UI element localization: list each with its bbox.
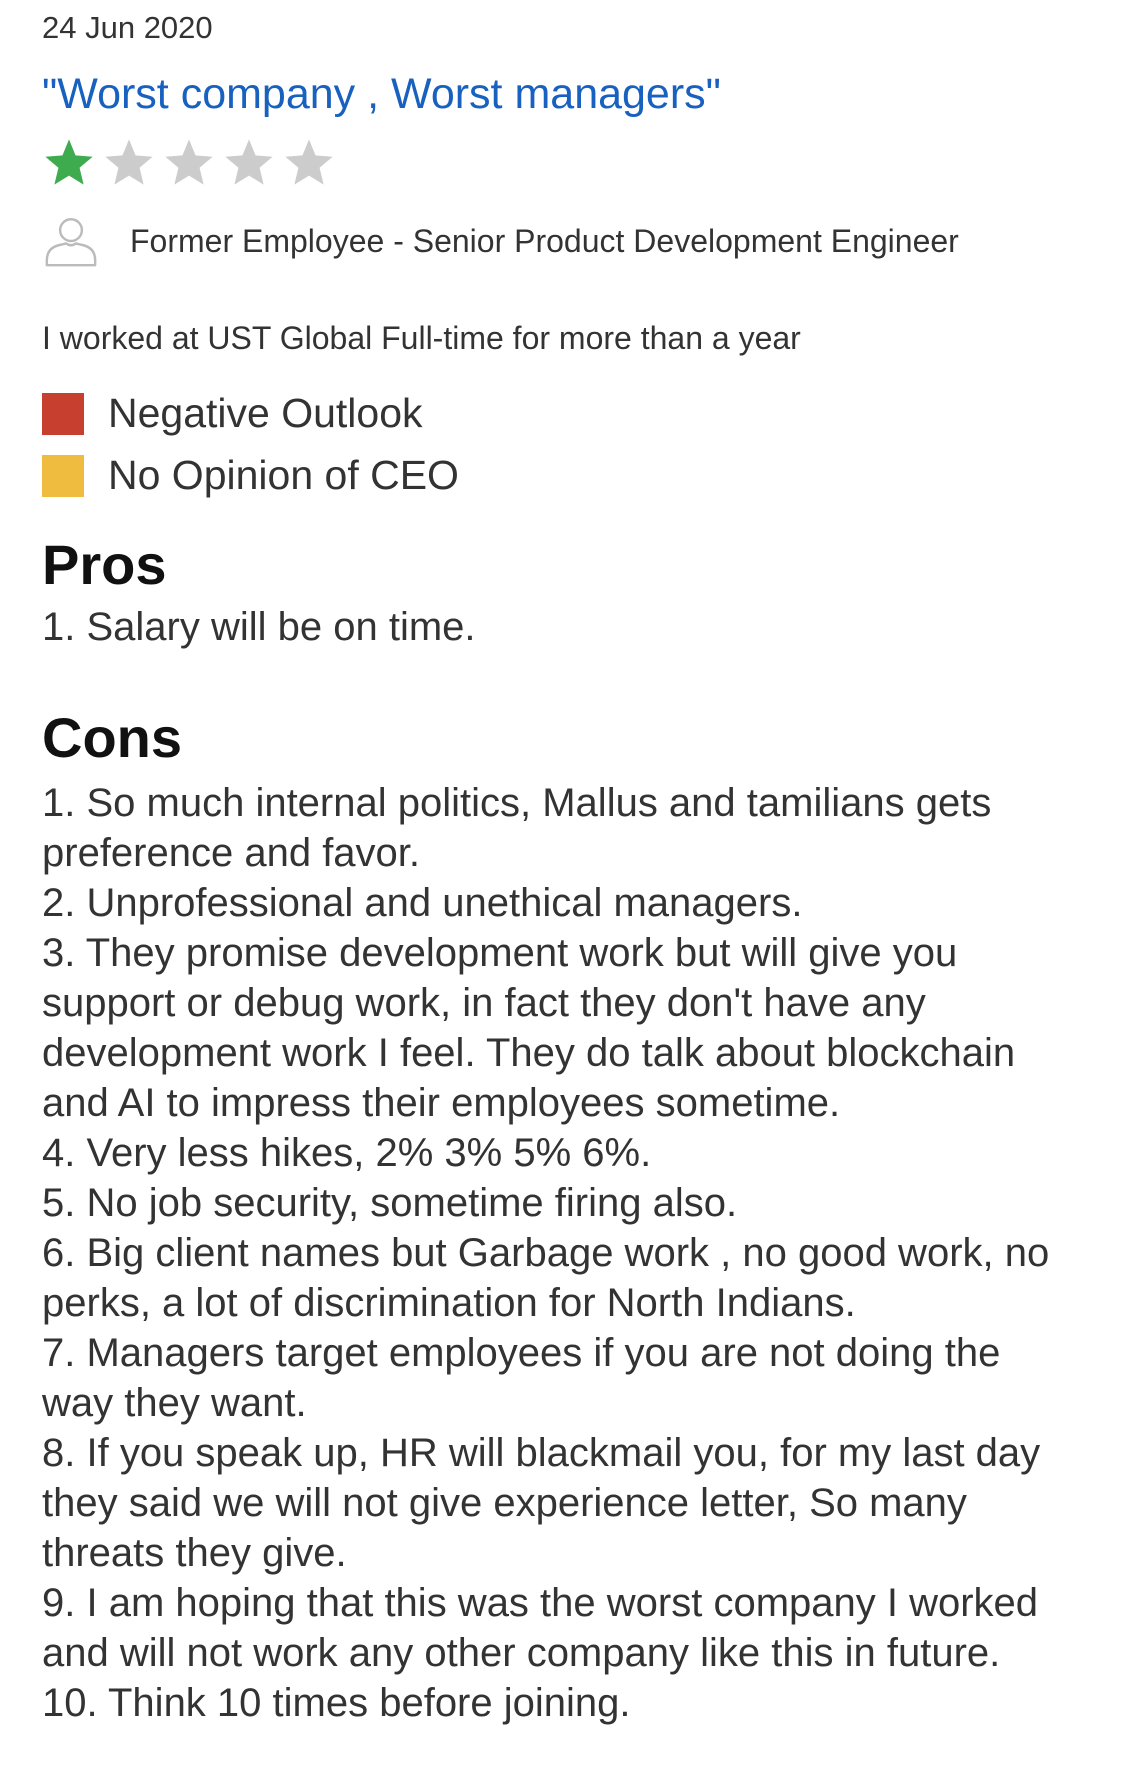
review-date: 24 Jun 2020 [42, 10, 213, 45]
cons-item: 6. Big client names but Garbage work , no good work, no perks, a lot of discrimination for North Indians. [42, 1231, 1050, 1325]
outlook-label: Negative Outlook [108, 390, 423, 436]
negative-outlook-swatch [42, 393, 84, 435]
ceo-indicator [42, 452, 459, 499]
cons-item: 7. Managers target employees if you are not doing the way they want. [42, 1331, 1001, 1425]
cons-heading: Cons [42, 706, 182, 769]
cons-list [42, 778, 1082, 1728]
cons-item: 1. So much internal politics, Mallus and tamilians gets preference and favor. [42, 781, 992, 875]
cons-item: 2. Unprofessional and unethical managers. [42, 881, 803, 925]
user-icon [42, 212, 100, 270]
cons-item: 8. If you speak up, HR will blackmail you, for my last day they said we will not give experience letter, So many threats they give. [42, 1431, 1041, 1575]
star-icon [282, 136, 336, 190]
pros-heading: Pros [42, 533, 167, 596]
ceo-opinion-swatch [42, 455, 84, 497]
star-icon [102, 136, 156, 190]
star-icon [162, 136, 216, 190]
cons-item: 9. I am hoping that this was the worst company I worked and will not work any other company like this in future. [42, 1581, 1039, 1675]
star-rating [42, 136, 336, 190]
cons-item: 10. Think 10 times before joining. [42, 1681, 631, 1725]
pros-text: 1. Salary will be on time. [42, 605, 476, 649]
star-icon [42, 136, 96, 190]
outlook-indicator [42, 390, 423, 437]
cons-item: 3. They promise development work but will give you support or debug work, in fact they don't have any development work I feel. They do talk about blockchain and AI to impress their employees sometime. [42, 931, 1016, 1125]
ceo-label: No Opinion of CEO [108, 452, 459, 498]
author-row [42, 212, 959, 270]
author-description: Former Employee - Senior Product Development Engineer [130, 222, 959, 259]
cons-item: 4. Very less hikes, 2% 3% 5% 6%. [42, 1131, 652, 1175]
star-icon [222, 136, 276, 190]
cons-item: 5. No job security, sometime firing also. [42, 1181, 738, 1225]
employment-info: I worked at UST Global Full-time for more than a year [42, 320, 801, 356]
review-title[interactable]: "Worst company , Worst managers" [42, 70, 721, 118]
